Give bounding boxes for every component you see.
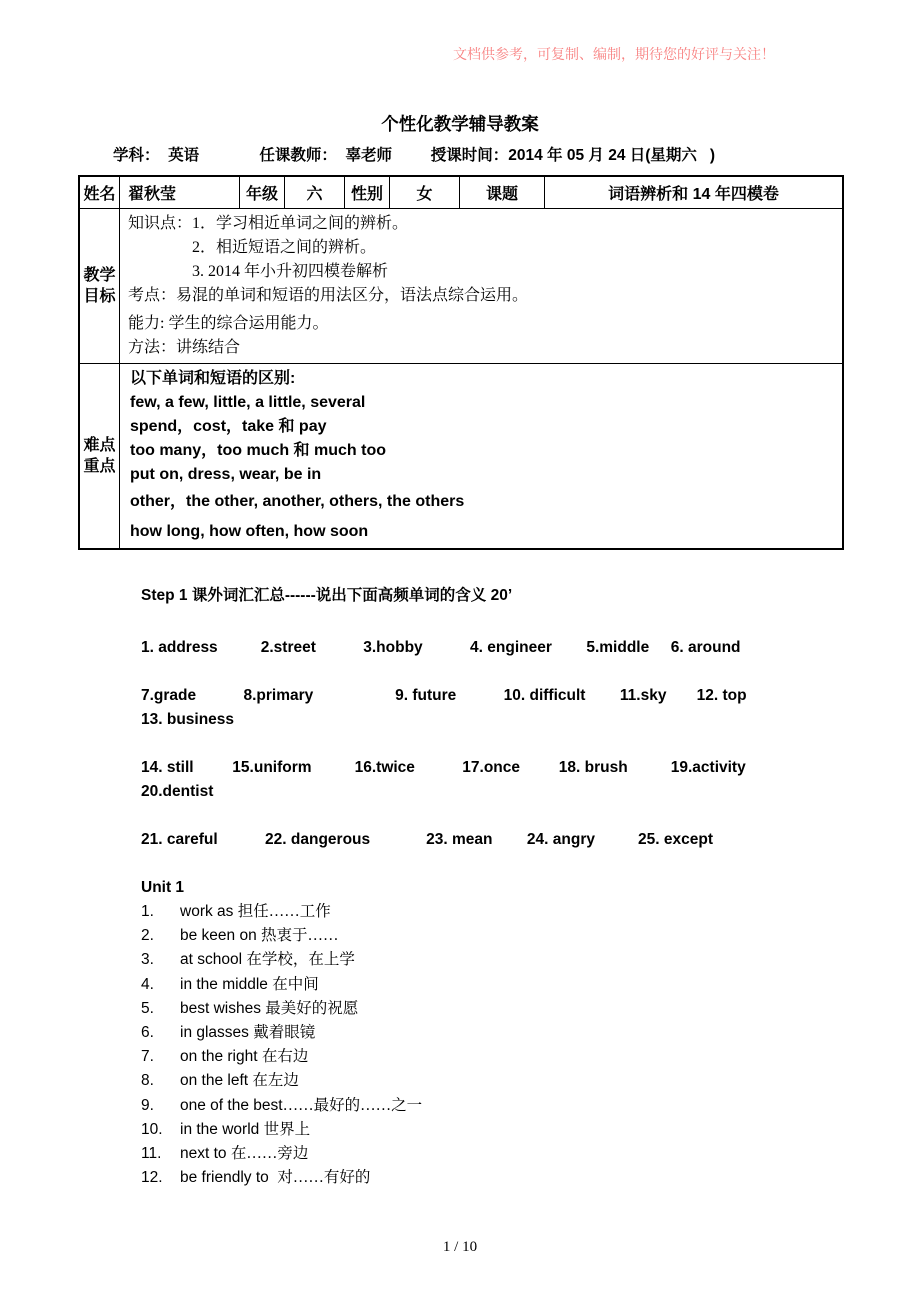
phrase-item-en: at school [180, 951, 247, 969]
phrase-item-en: be keen on [180, 927, 262, 945]
objective-line: 考点：易混的单词和短语的用法区分，语法点综合运用。 [128, 287, 529, 304]
phrase-item-en: best wishes [180, 999, 266, 1017]
phrase-item-zh: 热衷于…… [261, 927, 339, 945]
phrase-item [141, 997, 830, 1021]
phrase-item-en: on the left [180, 1072, 253, 1090]
phrase-item-num: 2. [141, 927, 154, 945]
objective-line: 2．相近短语之间的辨析。 [128, 239, 377, 256]
key-point-line: other，the other, another, others, the others [130, 493, 465, 510]
phrase-item-en: in glasses [180, 1024, 254, 1042]
phrase-item-num: 10. [141, 1120, 163, 1138]
phrase-item-en: work as [180, 903, 238, 920]
phrase-item-zh: 在左边 [252, 1072, 299, 1090]
vocab-line: 20.dentist [141, 783, 214, 800]
name-label: 姓名 [80, 177, 120, 208]
phrase-item-num: 6. [141, 1024, 154, 1042]
phrase-item-num: 12. [141, 1169, 163, 1187]
topic-label: 课题 [460, 177, 545, 208]
phrase-item [141, 1045, 830, 1069]
page-number: 1 / 10 [442, 1239, 478, 1255]
phrase-item [141, 1021, 830, 1045]
key-point-line: too many，too much 和 much too [130, 442, 386, 459]
phrase-item [141, 973, 830, 997]
name-value: 翟秋莹 [120, 177, 240, 208]
phrase-item [141, 1166, 830, 1190]
gender-label: 性别 [345, 177, 390, 208]
key-point-line: spend，cost，take 和 pay [130, 418, 327, 435]
phrase-item-num: 9. [141, 1096, 154, 1114]
key-points-content [120, 364, 842, 548]
objective-line: 知识点：1．学习相近单词之间的辨析。 [128, 215, 409, 232]
phrase-item-zh: 在……旁边 [230, 1145, 309, 1163]
phrase-item [141, 1118, 830, 1142]
phrase-item-en: next to [180, 1145, 231, 1163]
phrase-item [141, 1069, 830, 1093]
objectives-content [120, 209, 842, 363]
step1-heading: Step 1 课外词汇汇总------说出下面高频单词的含义 20’ [141, 587, 513, 604]
phrase-item [141, 1094, 830, 1118]
phrase-item [141, 924, 830, 948]
phrase-item-zh: 在中间 [272, 975, 319, 993]
student-info-row [80, 177, 842, 209]
phrase-item-num: 3. [141, 951, 154, 969]
key-points-label [80, 364, 120, 548]
grade-value: 六 [285, 177, 345, 208]
phrase-item-zh: 最美好的祝愿 [265, 999, 359, 1017]
key-point-line: few, a few, little, a little, several [130, 394, 366, 411]
phrase-item [141, 948, 830, 972]
key-points-label-line1: 难点 [83, 437, 116, 454]
phrase-item-zh: 对……有好的 [277, 1169, 371, 1187]
vocab-line: 14. still 15.uniform 16.twice 17.once 18. brush 19.activity [141, 759, 746, 776]
phrase-item-en: be friendly to [180, 1169, 278, 1187]
phrase-item-zh: ……最好的……之一 [282, 1096, 423, 1114]
objective-line: 方法：讲练结合 [128, 339, 241, 356]
unit1-phrase-list [141, 900, 830, 1190]
vocab-line: 21. careful 22. dangerous 23. mean 24. angry 25. except [141, 831, 714, 848]
key-point-line: put on, dress, wear, be in [130, 466, 322, 483]
unit1-heading: Unit 1 [141, 879, 185, 896]
objectives-label-line1: 教学 [83, 267, 116, 284]
gender-value: 女 [390, 177, 460, 208]
lesson-plan-table [78, 175, 844, 550]
objective-line: 3. 2014 年小升初四模卷解析 [128, 263, 389, 280]
teaching-objectives-row [80, 209, 842, 364]
objective-line: 能力: 学生的综合运用能力。 [128, 315, 329, 332]
key-point-line: how long, how often, how soon [130, 523, 369, 540]
key-point-line: 以下单词和短语的区别: [130, 370, 296, 387]
page-title: 个性化教学辅导教案 [381, 114, 539, 134]
worksheet-body [141, 586, 830, 1190]
phrase-item-zh: 世界上 [263, 1120, 311, 1138]
phrase-item-zh: 担任……工作 [237, 903, 331, 920]
phrase-item-zh: 在右边 [261, 1048, 309, 1066]
phrase-item [141, 900, 830, 924]
course-info-line: 学科： 英语 任课教师： 辜老师 授课时间：2014 年 05 月 24 日(星期六 ) [113, 147, 716, 164]
vocab-line: 13. business [141, 711, 235, 728]
phrase-item-en: one of the best [180, 1096, 283, 1114]
phrase-item-en: in the world [180, 1120, 264, 1138]
phrase-item-num: 1. [141, 903, 154, 920]
phrase-item-num: 7. [141, 1048, 154, 1066]
key-points-label-line2: 重点 [83, 458, 116, 475]
phrase-item-en: on the right [180, 1048, 262, 1066]
key-points-row [80, 364, 842, 548]
phrase-item-num: 8. [141, 1072, 154, 1090]
topic-value: 词语辨析和 14 年四模卷 [608, 186, 779, 203]
phrase-item-zh: 在学校，在上学 [246, 951, 355, 969]
phrase-item-num: 5. [141, 999, 154, 1017]
objectives-label [80, 209, 120, 363]
objectives-label-line2: 目标 [83, 288, 116, 305]
phrase-item-en: in the middle [180, 975, 273, 993]
phrase-item-zh: 戴着眼镜 [253, 1024, 316, 1042]
vocab-line: 7.grade 8.primary 9. future 10. difficult 11.sky 12. top [141, 687, 747, 704]
phrase-item [141, 1142, 830, 1166]
watermark-text: 文档供参考，可复制、编制，期待您的好评与关注！ [453, 48, 775, 63]
grade-label: 年级 [240, 177, 285, 208]
phrase-item-num: 11. [141, 1145, 162, 1163]
vocab-list [141, 636, 830, 852]
vocab-line: 1. address 2.street 3.hobby 4. engineer 5.middle 6. around [141, 639, 741, 656]
phrase-item-num: 4. [141, 975, 154, 993]
